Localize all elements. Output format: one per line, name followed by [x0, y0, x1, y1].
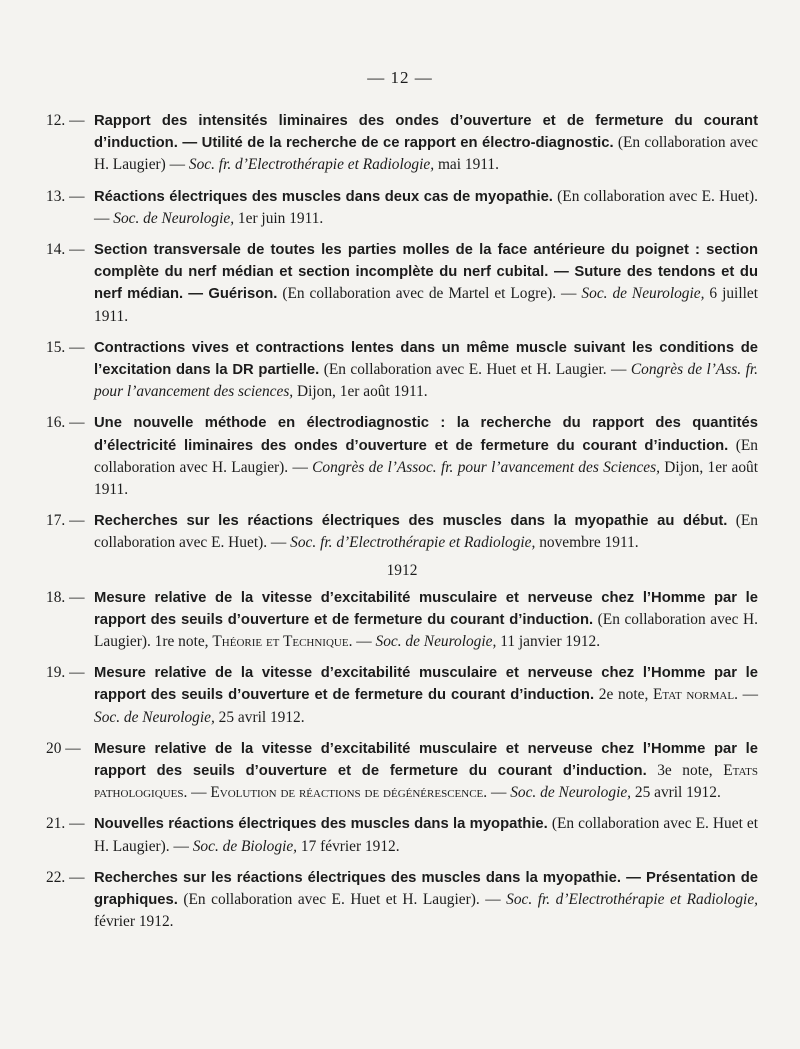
- entry-number: 21. —: [46, 815, 85, 833]
- entry-number: 19. —: [46, 664, 85, 682]
- year-heading: 1912: [386, 561, 418, 579]
- entry-title: Recherches sur les réactions électriques des muscles dans la myopathie au début.: [94, 513, 728, 530]
- entry-title: Section transversale de toutes les parties molles de la face antérieure du poignet : section complète du nerf médian et section incomplète du nerf cubital. — Suture des tendons et du nerf médian. — Guérison.: [94, 242, 758, 303]
- entry-source: Soc. de Biologie,: [192, 837, 298, 855]
- entry-number: 17. —: [46, 512, 85, 530]
- entry-12: [46, 110, 758, 177]
- entry-collaboration: (En collaboration avec E. Huet et H. Laugier). —: [94, 815, 759, 855]
- entry-date: 1er juin 1911.: [234, 209, 324, 227]
- entry-21: [46, 813, 758, 857]
- entry-source: Congrès de l’Assoc. fr. pour l’avancement des Sciences,: [312, 458, 660, 476]
- entry-collaboration: (En collaboration avec E. Huet). —: [94, 187, 758, 227]
- entry-15: [46, 337, 758, 404]
- entry-source: Soc. fr. d’Electrothérapie et Radiologie,: [188, 156, 435, 174]
- entry-number: 22. —: [46, 868, 85, 886]
- entry-19: [46, 662, 758, 729]
- entry-source: Soc. fr. d’Electrothérapie et Radiologie,: [506, 891, 759, 909]
- entry-title: Mesure relative de la vitesse d’excitabilité musculaire et nerveuse chez l’Homme par le rapport des seuils d’ouverture et de fermeture du courant d’induction.: [94, 665, 758, 704]
- entry-source: Congrès de l’Ass. fr. pour l’avancement des sciences,: [94, 361, 758, 401]
- entry-number: 13. —: [46, 187, 85, 205]
- entry-collaboration: (En collaboration avec E. Huet). —: [94, 512, 758, 552]
- entry-note-topic: Etat normal: [653, 686, 735, 704]
- entry-title: Mesure relative de la vitesse d’excitabilité musculaire et nerveuse chez l’Homme par le rapport des seuils d’ouverture et de fermeture du courant d’induction.: [94, 740, 758, 780]
- entry-collaboration: (En collaboration avec de Martel et Logre). —: [277, 285, 582, 303]
- entry-title: Nouvelles réactions électriques des muscles dans la myopathie.: [94, 816, 548, 833]
- entry-number: 16. —: [46, 414, 85, 432]
- entry-17: [46, 510, 758, 554]
- entry-separator: . —: [483, 784, 511, 802]
- entry-number: 14. —: [46, 241, 85, 259]
- entry-date: novembre 1911.: [535, 534, 639, 552]
- entry-separator: . —: [348, 633, 376, 651]
- entry-note-subtopic: Evolution de réactions de dégénérescence: [210, 784, 484, 802]
- entry-source: Soc. fr. d’Electrothérapie et Radiologie,: [290, 534, 536, 552]
- entry-date: 25 avril 1912.: [214, 708, 305, 726]
- entry-note-topic: Théorie et Technique: [212, 633, 349, 651]
- entry-number: 20 —: [46, 739, 81, 757]
- entry-14: [46, 239, 758, 328]
- entry-title: Recherches sur les réactions électriques des muscles dans la myopathie. — Présentation de graphiques.: [94, 869, 758, 909]
- entry-collaboration: (En collaboration avec H. Laugier). —: [94, 436, 758, 476]
- entry-date: 25 avril 1912.: [631, 784, 721, 802]
- entry-source: Soc. de Neurologie,: [94, 708, 215, 726]
- entry-source: Soc. de Neurologie,: [113, 209, 235, 227]
- entry-separator: . —: [734, 686, 759, 704]
- entry-13: [46, 186, 758, 230]
- entry-collaboration: (En collaboration avec H. Laugier) —: [94, 134, 759, 174]
- entry-title: Réactions électriques des muscles dans deux cas de myopathie.: [94, 188, 553, 205]
- entry-18: [46, 587, 758, 654]
- entry-separator: . —: [183, 784, 211, 802]
- entry-number: 18. —: [46, 588, 85, 606]
- entry-note: 3e note,: [646, 762, 724, 780]
- entry-title: Rapport des intensités liminaires des ondes d’ouverture et de fermeture du courant d’induction. — Utilité de la recherche de ce rapport en électro-diagnostic.: [94, 113, 758, 152]
- entry-note-topic: Etats pathologiques: [94, 762, 759, 802]
- entry-22: [46, 867, 758, 934]
- entry-date: 11 janvier 1912.: [496, 633, 601, 651]
- bibliography-list: [46, 110, 758, 943]
- entry-collaboration: (En collaboration avec E. Huet et H. Laugier. —: [319, 361, 631, 379]
- entry-date: 17 février 1912.: [297, 837, 400, 855]
- entry-title: Contractions vives et contractions lentes dans un même muscle suivant les conditions de l’excitation dans la DR partielle.: [94, 339, 758, 379]
- entry-source: Soc. de Neurologie,: [510, 784, 632, 802]
- entry-number: 15. —: [46, 338, 85, 356]
- entry-title: Une nouvelle méthode en électrodiagnostic : la recherche du rapport des quantités d’électricité liminaires des ondes d’ouverture et de fermeture du courant d’induction.: [94, 415, 758, 454]
- entry-date: Dijon, 1er août 1911.: [293, 383, 428, 401]
- entry-collaboration: (En collaboration avec E. Huet et H. Laugier). —: [177, 891, 507, 909]
- entry-collaboration: (En collaboration avec H. Laugier). 1re note,: [94, 610, 758, 651]
- page-number: — 12 —: [367, 68, 433, 87]
- entry-date: mai 1911.: [434, 156, 499, 174]
- entry-number: 12. —: [46, 112, 85, 129]
- entry-source: Soc. de Neurologie,: [375, 633, 497, 651]
- entry-date: 6 juillet 1911.: [94, 285, 758, 325]
- entry-date: Dijon, 1er août 1911.: [94, 458, 758, 499]
- entry-16: [46, 412, 758, 501]
- entry-source: Soc. de Neurologie,: [581, 285, 705, 303]
- entry-date: février 1912.: [94, 913, 174, 931]
- entry-note: 2e note,: [594, 686, 654, 704]
- entry-20: [46, 738, 758, 805]
- entry-title: Mesure relative de la vitesse d’excitabilité musculaire et nerveuse chez l’Homme par le rapport des seuils d’ouverture et de fermeture du courant d’induction.: [94, 589, 758, 628]
